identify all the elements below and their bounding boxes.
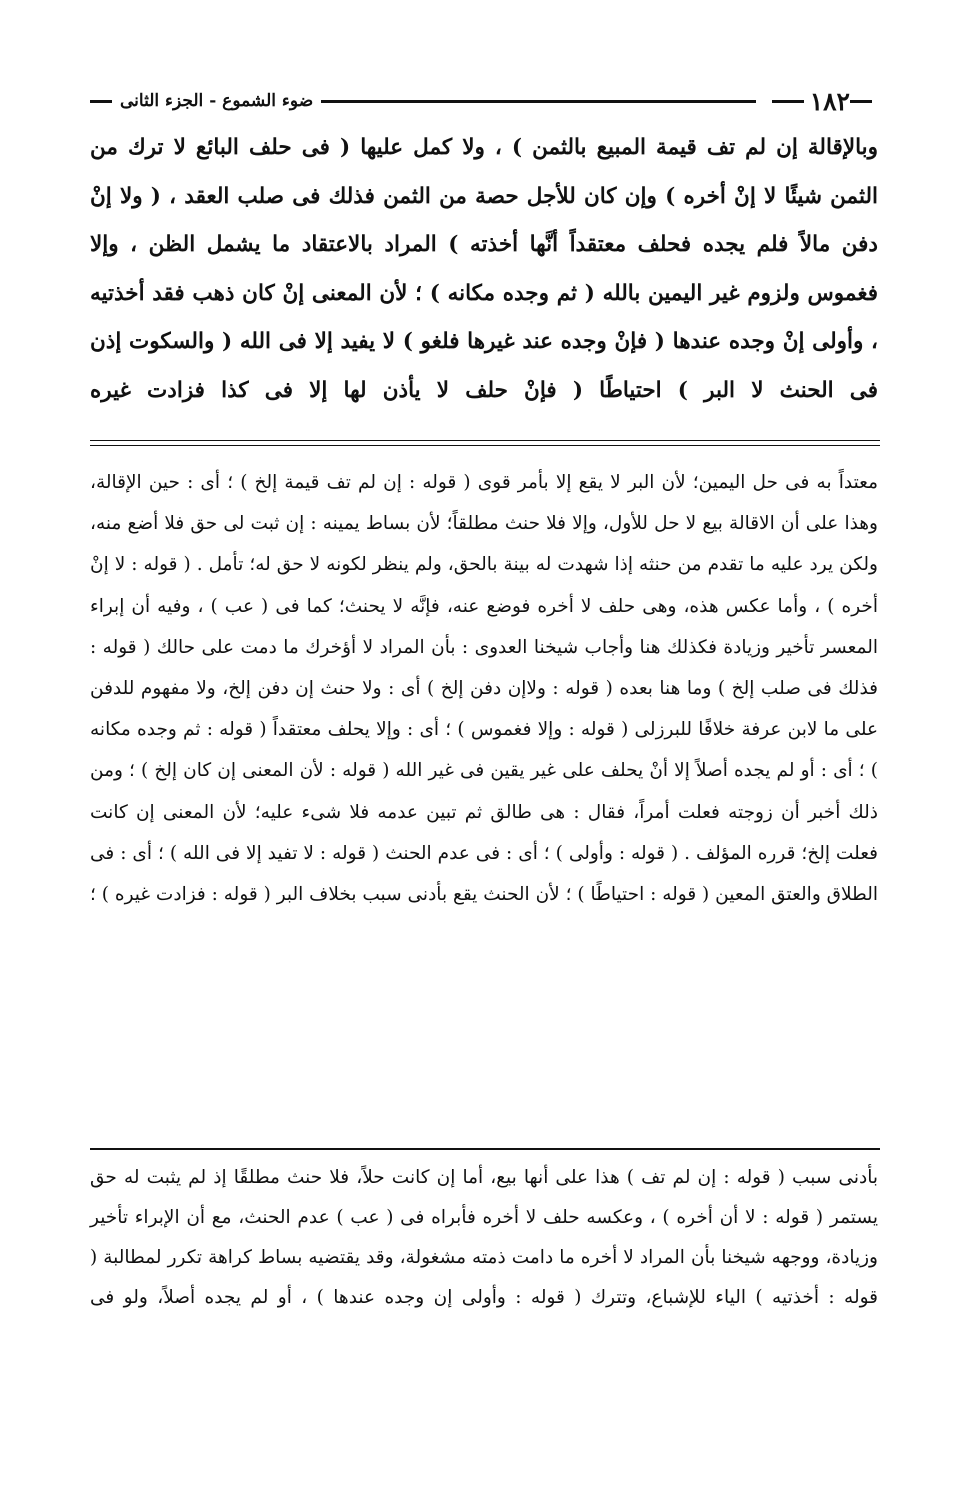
header-rule-left: [90, 100, 112, 103]
header-rule-short: [772, 100, 804, 103]
double-separator-rule: [90, 440, 880, 446]
page-number: ١٨٢: [809, 86, 850, 116]
main-text: وبالإقالة إن لم تف قيمة المبيع بالثمن ) ، ولا كمل عليها ( فى حلف البائع لا ترك من الثمن شيئًا لا إنْ أخره ) وإن كان للأجل حصة من الثمن فذلك فى صلب العقد ، ( ولا إنْ دفن مالاً فلم يجده فحلف معتقداً أنَّها أخذته ) المراد بالاعتقاد ما يشمل الظن ، وإلا فغموس ولزوم غير اليمين بالله ( ثم وجده مكانه ) ؛ لأن المعنى إنْ كان ذهب فقد أخذتيه ، وأولى إنْ وجده عندها ( فإنْ وجده عند غيرها فلغو ) لا يفيد إلا فى الله ( والسكوت إذن فى الحنث لا البر ) احتياطًا ( فإنْ حلف لا يأذن لها إلا فى كذا فزادت غيره: [90, 135, 878, 403]
commentary-second: بأدنى سبب ( قوله : إن لم تف ) هذا على أنها بيع، أما إن كانت حلاً، فلا حنث مطلقًا إذ لم يثبت له حق يستمر ( قوله : لا أن أخره ) ، وعكسه حلف لا أخره فأبراه فى ( عب ) عدم الحنث، مع أن الإبراء تأخير وزيادة، ووجهه شيخنا بأن المراد لا أخره ما دامت ذمته مشغولة، وقد يقتضيه بساط كراهة تكرر لمطالبة ( قوله : أخذتيه ) الياء للإشباع، وتترك ( قوله : وأولى إن وجده عندها ) ، أو لم يجده أصلاً، ولو فى: [90, 1167, 878, 1308]
running-title: ضوء الشموع - الجزء الثانى: [120, 91, 314, 111]
separator-rule: [90, 1148, 880, 1150]
header-rule-long: [321, 100, 756, 103]
header-rule-right: [850, 100, 872, 103]
running-header: [90, 86, 880, 116]
commentary-first: معتداً به فى حل اليمين؛ لأن البر لا يقع إلا بأمر قوى ( قوله : إن لم تف قيمة إلخ ) ؛ أى : حين الإقالة، وهذا على أن الاقالة بيع لا حل للأول، وإلا فلا حنث مطلقاً؛ لأن بساط يمينه : إن ثبت لى حق فلا أضع منه، ولكن يرد عليه ما تقدم من حنثه إذا شهدت له بينة بالحق، ولم ينظر لكونه لا حق له؛ تأمل . ( قوله : لا إنْ أخره ) ، وأما عكس هذه، وهى حلف لا أخره فوضع عنه، فإنَّه لا يحنث؛ كما فى ( عب ) ، وفيه أن إبراء المعسر تأخير وزيادة فكذلك هنا وأجاب شيخنا العدوى : بأن المراد لا أؤخرك ما دمت على حالك ( قوله : فذلك فى صلب إلخ ) وما هنا بعده ( قوله : ولاإن دفن إلخ ) أى : ولا حنث إن دفن إلخ، ولا مفهوم للدفن على ما لابن عرفة خلافًا للبرزلى ( قوله : وإلا فغموس ) ؛ أى : وإلا يحلف معتقداً ( قوله : ثم وجده مكانه ) ؛ أى : أو لم يجده أصلاً إلا أنْ يحلف على غير يقين فى غير الله ( قوله : لأن المعنى إن كان إلخ ) ؛ ومن ذلك أخبر أن زوجته فعلت أمراً، فقال : هى طالق ثم تبين عدمه فلا شىء عليه؛ لأن المعنى إن كانت فعلت إلخ؛ قرره المؤلف . ( قوله : وأولى ) ؛ أى : فى عدم الحنث ( قوله : لا تفيد إلا فى الله ) ؛ أى : فى الطلاق والعتق المعين ( قوله : احتياطًا ) ؛ لأن الحنث يقع بأدنى سبب بخلاف البر ( قوله : فزادت غيره ) ؛: [90, 472, 878, 906]
